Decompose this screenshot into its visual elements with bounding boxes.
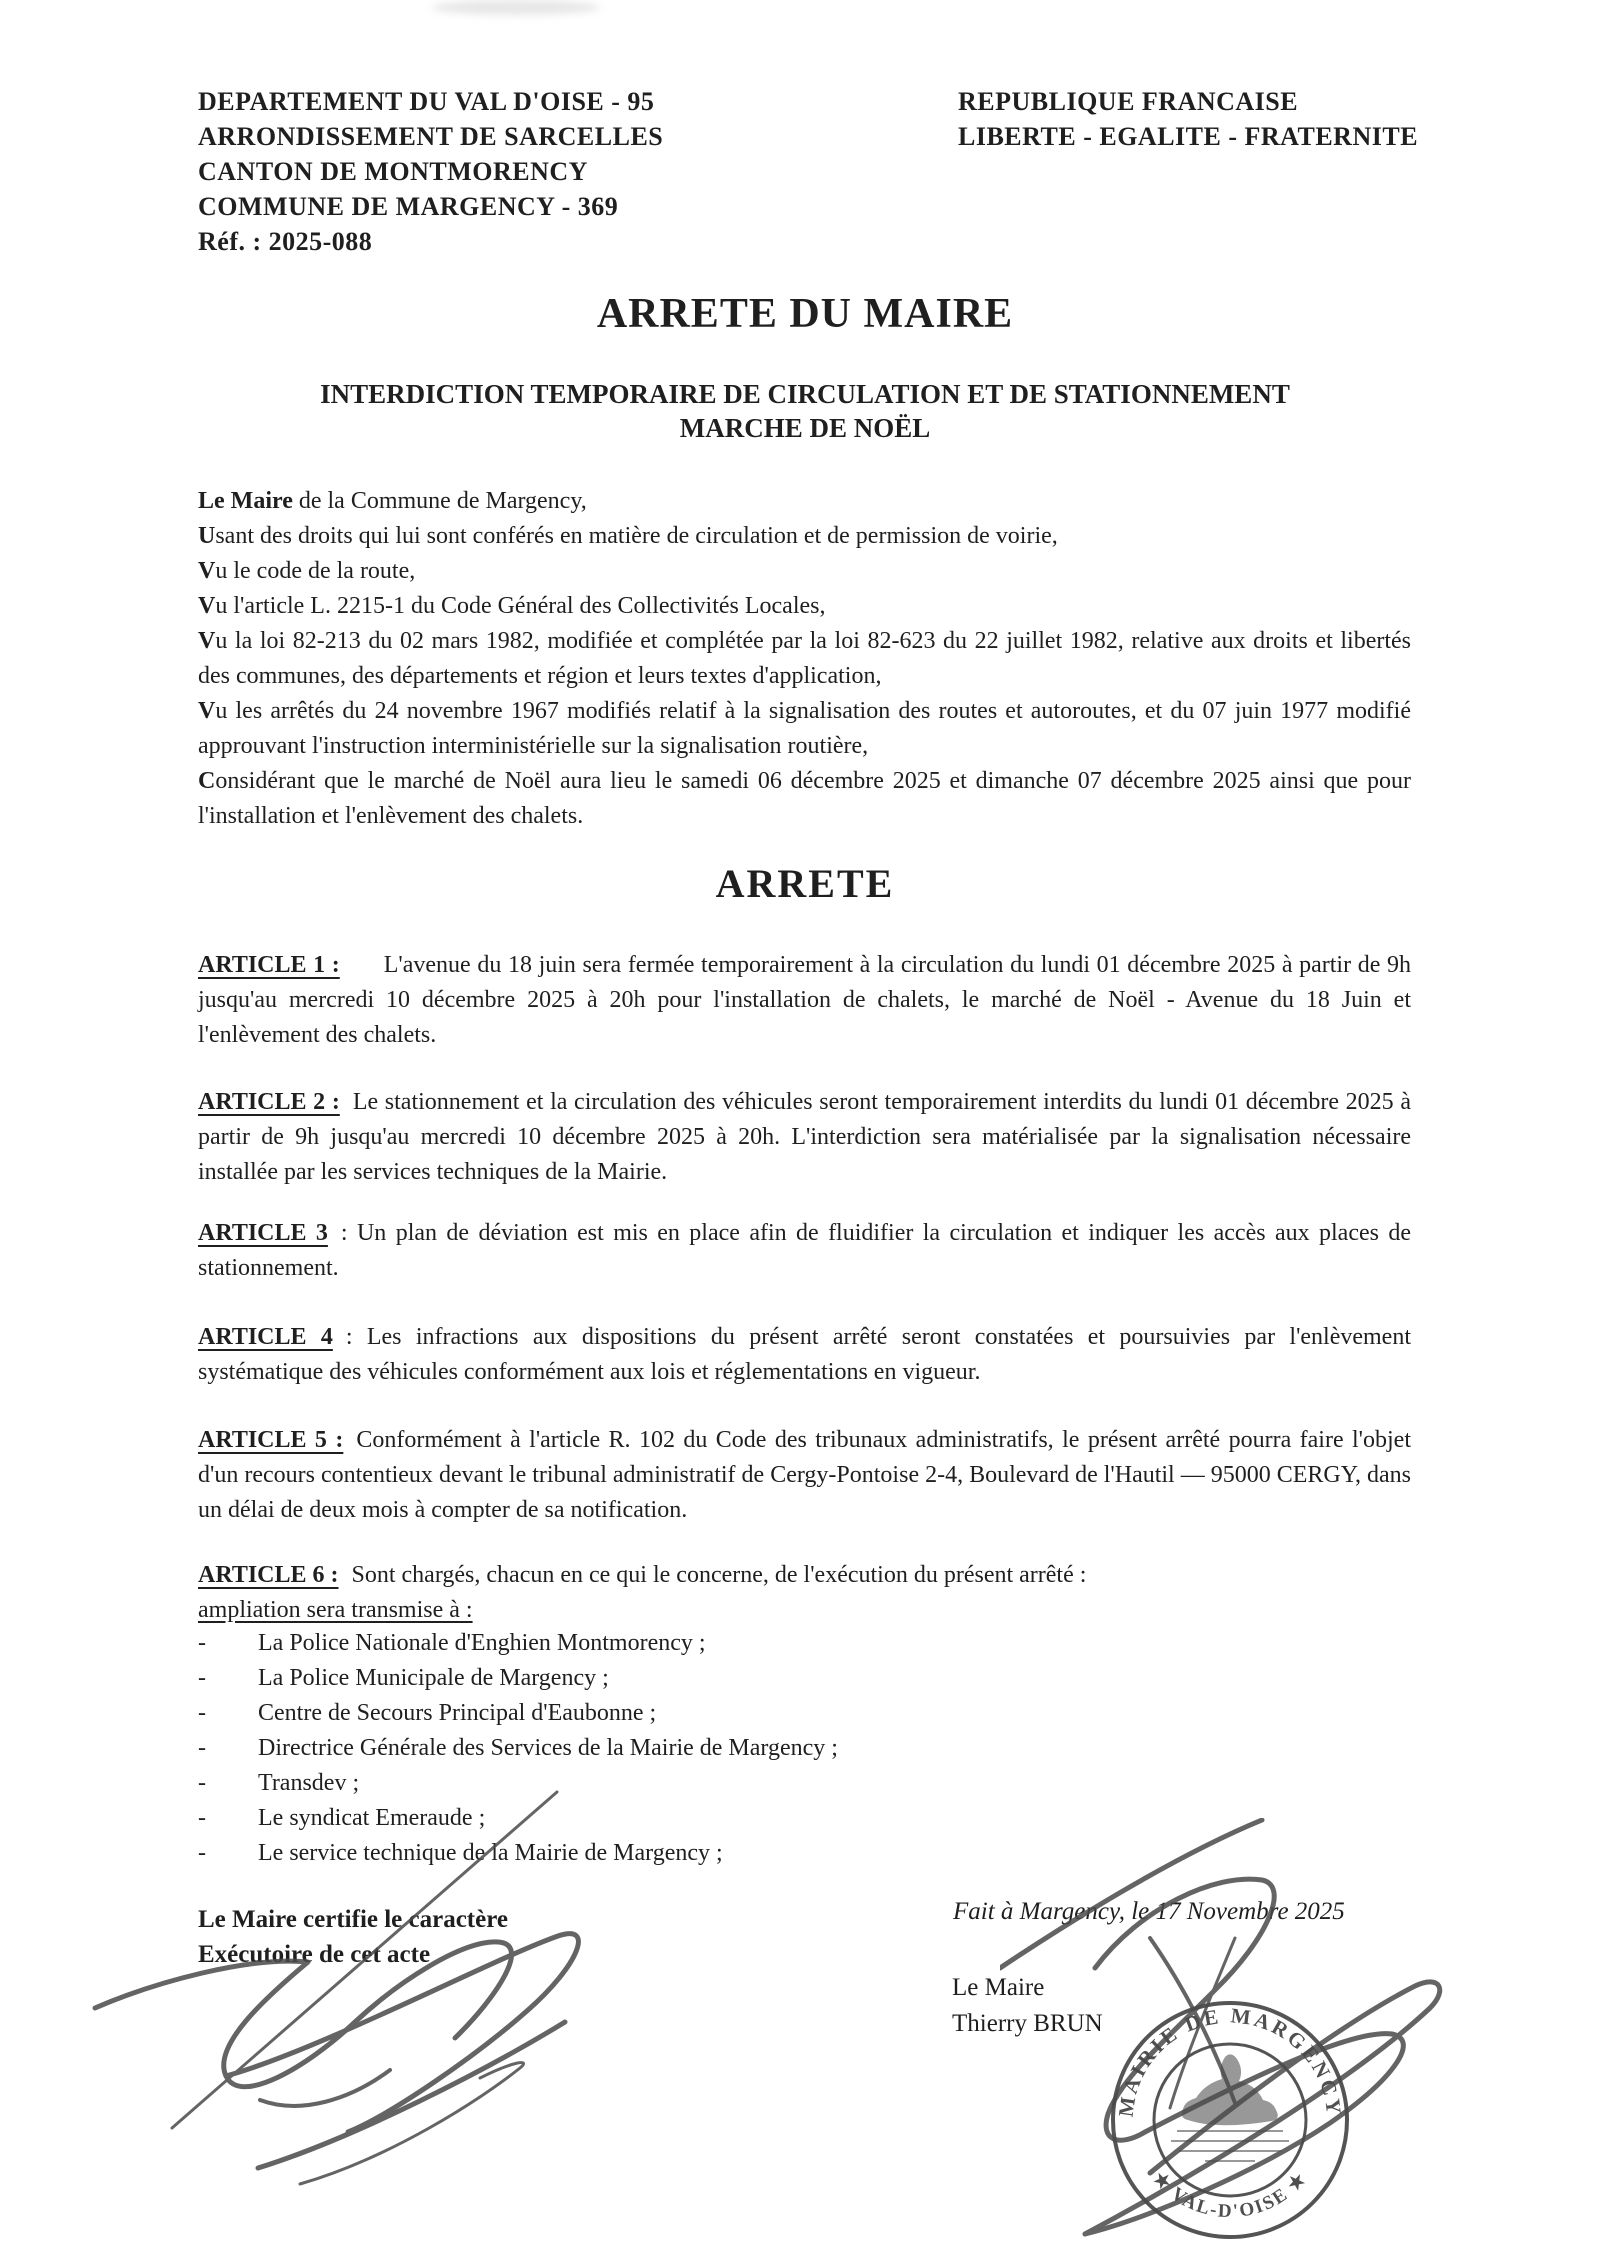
header-canton: CANTON DE MONTMORENCY	[198, 157, 588, 186]
subtitle-line-1: INTERDICTION TEMPORAIRE DE CIRCULATION ET DE STATIONNEMENT	[320, 379, 1290, 409]
article-6-label: ARTICLE 6 :	[198, 1562, 339, 1588]
municipal-stamp	[1105, 1995, 1355, 2245]
recipient-police-municipale: La Police Municipale de Margency ;	[258, 1665, 609, 1691]
recital-vu-code-route	[198, 554, 1411, 589]
article-6-ampliation-note: ampliation sera transmise à :	[198, 1597, 473, 1623]
recital-text: sant des droits qui lui sont conférés en matière de circulation et de permission de voirie,	[215, 523, 1058, 549]
arrete-section-heading: ARRETE	[715, 861, 895, 906]
header-commune: COMMUNE DE MARGENCY - 369	[198, 192, 619, 221]
issuer-header-block	[198, 84, 663, 259]
header-devise: LIBERTE - EGALITE - FRATERNITE	[958, 122, 1419, 151]
certification-line-2: Exécutoire de cet acte	[198, 1941, 431, 1968]
recital-text: onsidérant que le marché de Noël aura lieu le samedi 06 décembre 2025 et dimanche 07 décembre 2025 ainsi que pour l'installation et l'enlèvement des chalets.	[198, 768, 1411, 829]
article-4-text: : Les infractions aux dispositions du présent arrêté seront constatées et poursuivies par l'enlèvement systématique des véhicules conformément aux lois et réglementations en vigueur.	[198, 1324, 1412, 1385]
list-item	[198, 1696, 1438, 1731]
recital-text: u les arrêtés du 24 novembre 1967 modifiés relatif à la signalisation des routes et autoroutes, et du 07 juin 1977 modifié approuvant l'instruction interministérielle sur la signalisation routière,	[198, 698, 1411, 759]
recital-vu-arretes	[198, 694, 1411, 764]
article-4	[198, 1320, 1411, 1390]
stamp-bottom-text: ★ VAL-D'OISE ★	[1148, 2167, 1312, 2223]
recipient-service-technique: Le service technique de la Mairie de Margency ;	[258, 1840, 723, 1866]
document-subtitle	[150, 377, 1460, 445]
dash-bullet: -	[198, 1770, 206, 1796]
header-departement: DEPARTEMENT DU VAL D'OISE - 95	[198, 87, 655, 116]
article-6-text: Sont chargés, chacun en ce qui le concerne, de l'exécution du présent arrêté :	[351, 1562, 1087, 1588]
article-1	[198, 948, 1411, 1053]
recipient-dgs: Directrice Générale des Services de la Mairie de Margency ;	[258, 1735, 838, 1761]
republic-header-block	[958, 84, 1418, 154]
recital-considerant	[198, 764, 1411, 834]
article-1-label: ARTICLE 1 :	[198, 952, 340, 978]
stamp-top-text: MAIRIE DE MARGENCY	[1113, 2003, 1347, 2119]
article-6	[198, 1558, 1411, 1628]
certification-block	[198, 1902, 508, 1972]
article-5-text: Conformément à l'article R. 102 du Code des tribunaux administratifs, le présent arrêté pourra faire l'objet d'un recours contentieux devant le tribunal administratif de Cergy-Pontoise 2-4, Boulevard de l'Hautil — 95000 CERGY, dans un délai de deux mois à compter de sa notification.	[198, 1427, 1411, 1523]
place-and-date: Fait à Margency, le 17 Novembre 2025	[953, 1898, 1345, 1925]
list-item	[198, 1626, 1438, 1661]
header-arrondissement: ARRONDISSEMENT DE SARCELLES	[198, 122, 664, 151]
signatory-title: Le Maire	[952, 1974, 1045, 2001]
list-item	[198, 1801, 1438, 1836]
list-item	[198, 1661, 1438, 1696]
dash-bullet: -	[198, 1840, 206, 1866]
recipient-police-nationale: La Police Nationale d'Enghien Montmorency ;	[258, 1630, 706, 1656]
dash-bullet: -	[198, 1700, 206, 1726]
article-5	[198, 1423, 1411, 1528]
article-2-text: Le stationnement et la circulation des véhicules seront temporairement interdits du lundi 01 décembre 2025 à partir de 9h jusqu'au mercredi 10 décembre 2025 à 20h. L'interdiction sera matérialisée par la signalisation nécessaire installée par les services techniques de la Mairie.	[198, 1089, 1411, 1185]
certification-line-1: Le Maire certifie le caractère	[198, 1906, 508, 1933]
article-2-label: ARTICLE 2 :	[198, 1089, 340, 1115]
recital-vu-article	[198, 589, 1411, 624]
list-item	[198, 1766, 1438, 1801]
recital-lead: V	[198, 558, 216, 584]
article-3	[198, 1216, 1411, 1286]
recital-lead: V	[198, 593, 216, 619]
recital-vu-loi	[198, 624, 1411, 694]
scan-artifact	[432, 0, 600, 15]
document-title: ARRETE DU MAIRE	[596, 291, 1014, 337]
recital-text: de la Commune de Margency,	[292, 488, 587, 514]
recipient-centre-secours: Centre de Secours Principal d'Eaubonne ;	[258, 1700, 657, 1726]
recital-lead: Le Maire	[198, 488, 293, 514]
article-3-label: ARTICLE 3	[198, 1220, 328, 1246]
dash-bullet: -	[198, 1805, 206, 1831]
dash-bullet: -	[198, 1630, 206, 1656]
article-5-label: ARTICLE 5 :	[198, 1427, 344, 1453]
recipients-list	[198, 1626, 1438, 1871]
header-republique: REPUBLIQUE FRANCAISE	[958, 87, 1299, 116]
dash-bullet: -	[198, 1735, 206, 1761]
recital-lead: U	[198, 523, 216, 549]
article-3-text: : Un plan de déviation est mis en place afin de fluidifier la circulation et indiquer les accès aux places de stationnement.	[198, 1220, 1411, 1281]
stamp-emblem	[1171, 2054, 1289, 2161]
dash-bullet: -	[198, 1665, 206, 1691]
recital-usant	[198, 519, 1411, 554]
recipient-syndicat-emeraude: Le syndicat Emeraude ;	[258, 1805, 486, 1831]
recital-text: u la loi 82-213 du 02 mars 1982, modifiée et complétée par la loi 82-623 du 22 juillet 1982, relative aux droits et libertés des communes, des départements et région et leurs textes d'application,	[198, 628, 1411, 689]
article-2	[198, 1085, 1411, 1190]
recital-text: u le code de la route,	[215, 558, 416, 584]
recipient-transdev: Transdev ;	[258, 1770, 360, 1796]
recital-le-maire	[198, 484, 1411, 519]
list-item	[198, 1836, 1438, 1871]
recital-text: u l'article L. 2215-1 du Code Général des Collectivités Locales,	[215, 593, 826, 619]
signatory-name: Thierry BRUN	[952, 2010, 1103, 2037]
recital-lead: V	[198, 698, 216, 724]
article-4-label: ARTICLE 4	[198, 1324, 333, 1350]
subtitle-line-2: MARCHE DE NOËL	[679, 413, 931, 443]
recital-lead: C	[198, 768, 216, 794]
preamble-recitals	[198, 484, 1411, 834]
recital-lead: V	[198, 628, 216, 654]
header-reference-number: Réf. : 2025-088	[198, 227, 373, 256]
article-1-text: L'avenue du 18 juin sera fermée temporairement à la circulation du lundi 01 décembre 2025 à partir de 9h jusqu'au mercredi 10 décembre 2025 à 20h pour l'installation de chalets, le marché de Noël - Avenue du 18 Juin et l'enlèvement des chalets.	[198, 952, 1411, 1048]
list-item	[198, 1731, 1438, 1766]
signatory-block	[952, 1970, 1103, 2042]
